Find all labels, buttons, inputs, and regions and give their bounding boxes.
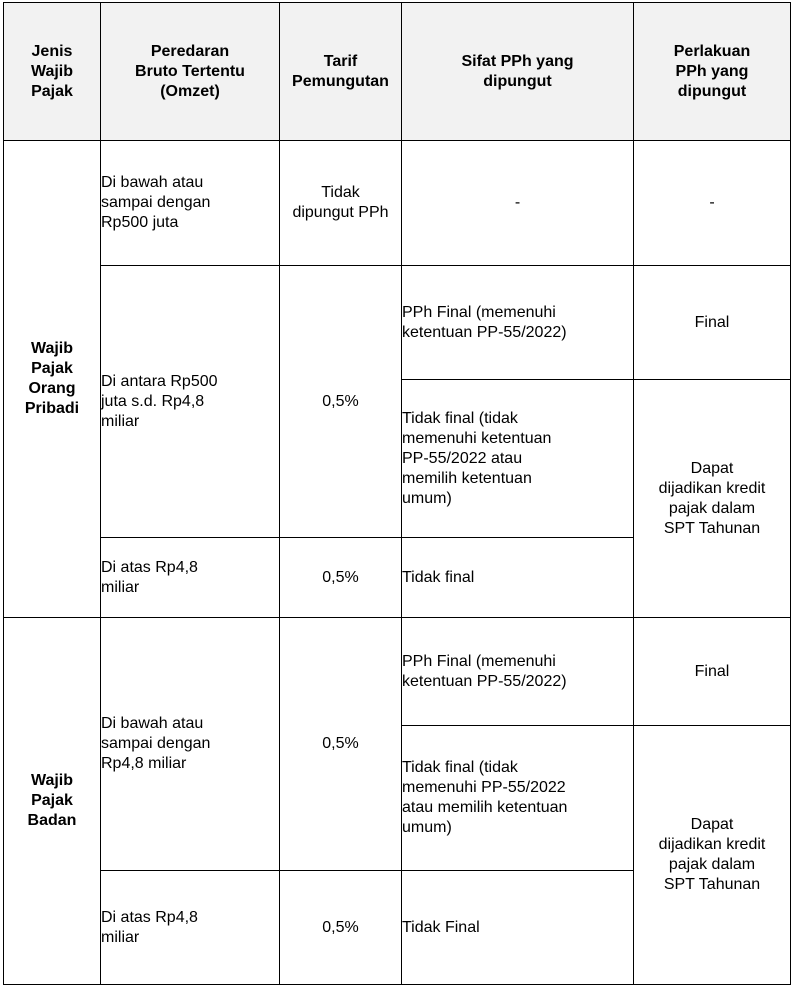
perlakuan-cell: Final <box>634 618 791 726</box>
header-tarif: Tarif Pemungutan <box>280 3 402 141</box>
perlakuan-cell: Dapat dijadikan kredit pajak dalam SPT Tahunan <box>634 380 791 618</box>
perlakuan-cell: Dapat dijadikan kredit pajak dalam SPT Tahunan <box>634 726 791 985</box>
omzet-cell: Di bawah atau sampai dengan Rp500 juta <box>101 141 280 266</box>
header-sifat: Sifat PPh yang dipungut <box>402 3 634 141</box>
sifat-cell: PPh Final (memenuhi ketentuan PP-55/2022) <box>402 618 634 726</box>
sifat-cell: PPh Final (memenuhi ketentuan PP-55/2022) <box>402 266 634 380</box>
table-row <box>4 266 791 380</box>
omzet-cell: Di antara Rp500 juta s.d. Rp4,8 miliar <box>101 266 280 538</box>
sifat-cell: Tidak final (tidak memenuhi ketentuan PP-55/2022 atau memilih ketentuan umum) <box>402 380 634 538</box>
header-perlakuan: Perlakuan PPh yang dipungut <box>634 3 791 141</box>
perlakuan-cell: Final <box>634 266 791 380</box>
group-badan: Wajib Pajak Badan <box>4 618 101 985</box>
omzet-cell: Di atas Rp4,8 miliar <box>101 871 280 985</box>
sifat-cell: - <box>402 141 634 266</box>
table-row <box>4 618 791 726</box>
tarif-cell: Tidak dipungut PPh <box>280 141 402 266</box>
omzet-cell: Di atas Rp4,8 miliar <box>101 538 280 618</box>
group-orang-pribadi: Wajib Pajak Orang Pribadi <box>4 141 101 618</box>
tarif-cell: 0,5% <box>280 538 402 618</box>
tax-table <box>3 2 791 985</box>
tarif-cell: 0,5% <box>280 871 402 985</box>
sifat-cell: Tidak final (tidak memenuhi PP-55/2022 atau memilih ketentuan umum) <box>402 726 634 871</box>
sifat-cell: Tidak Final <box>402 871 634 985</box>
omzet-cell: Di bawah atau sampai dengan Rp4,8 miliar <box>101 618 280 871</box>
header-jenis: Jenis Wajib Pajak <box>4 3 101 141</box>
perlakuan-cell: - <box>634 141 791 266</box>
header-row <box>4 3 791 141</box>
tarif-cell: 0,5% <box>280 266 402 538</box>
table-row <box>4 141 791 266</box>
header-peredaran: Peredaran Bruto Tertentu (Omzet) <box>101 3 280 141</box>
tarif-cell: 0,5% <box>280 618 402 871</box>
sifat-cell: Tidak final <box>402 538 634 618</box>
